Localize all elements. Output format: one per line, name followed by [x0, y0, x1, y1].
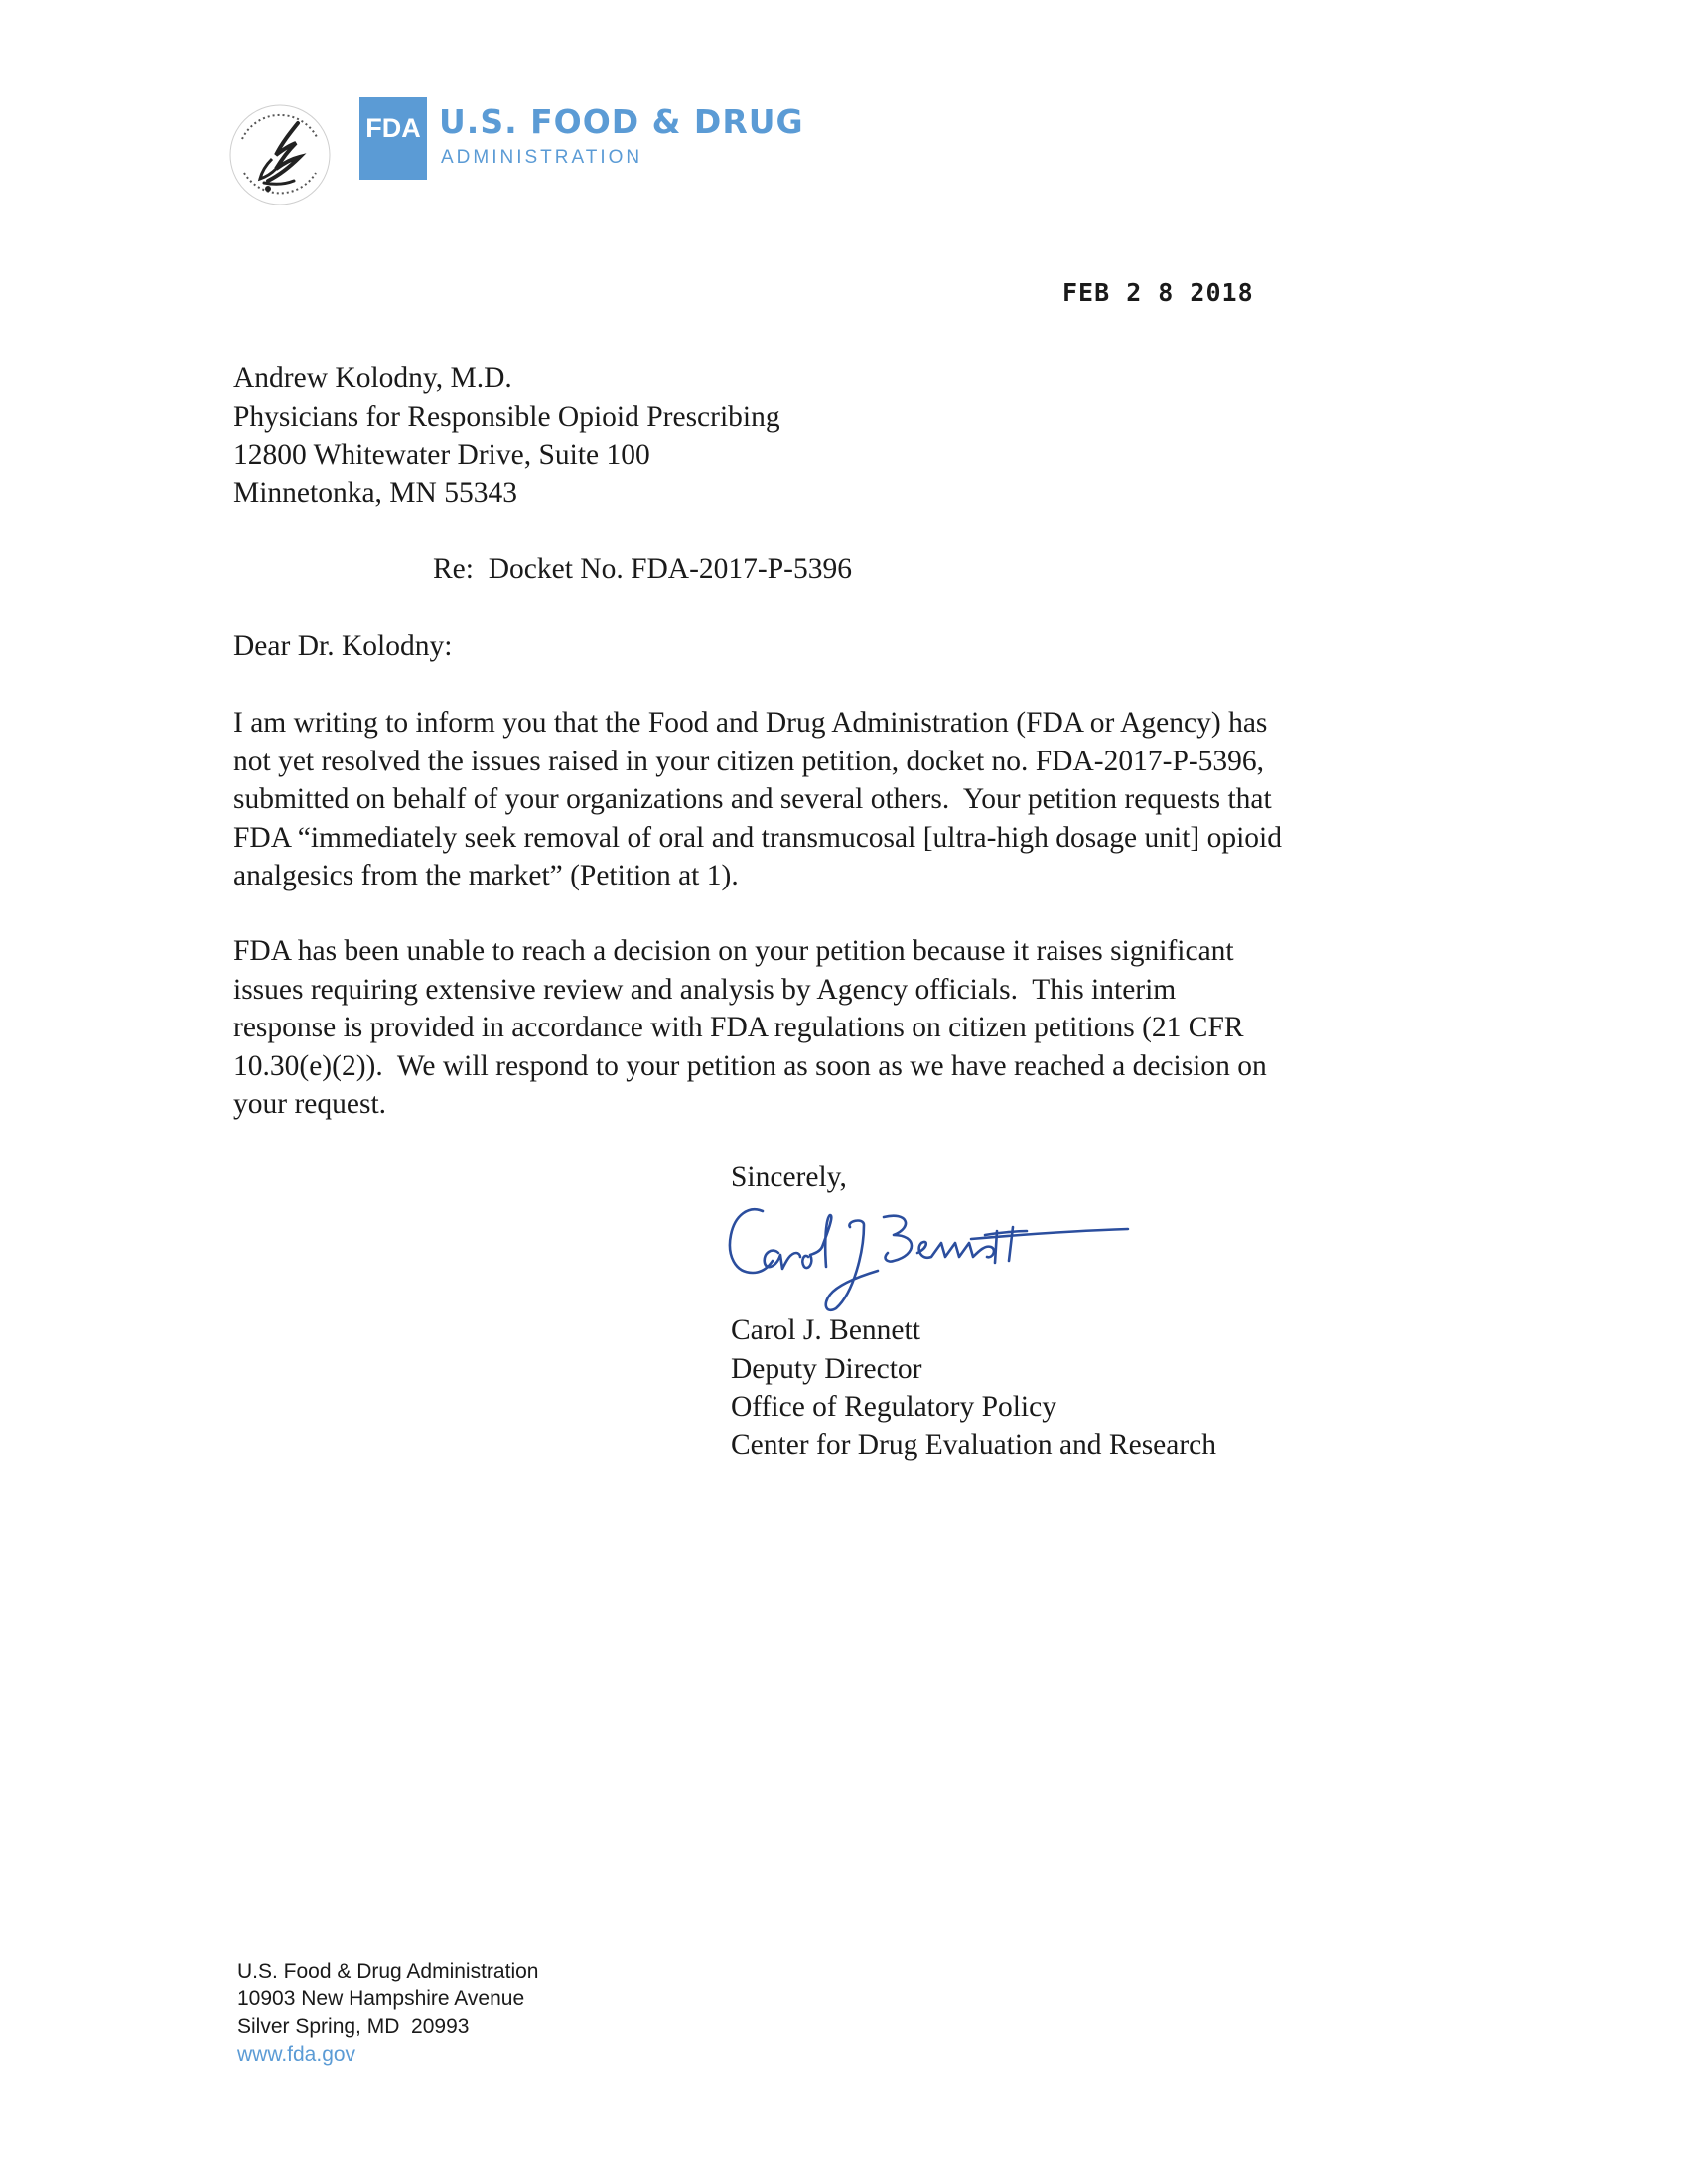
- signatory-center: Center for Drug Evaluation and Research: [731, 1429, 1217, 1461]
- agency-name: U.S. FOOD & DRUG: [439, 102, 804, 141]
- closing: Sincerely,: [731, 1161, 847, 1193]
- paragraph-line: analgesics from the market” (Petition at 1).: [233, 860, 739, 891]
- paragraph-line: issues requiring extensive review and analysis by Agency officials. This interim: [233, 973, 1177, 1006]
- signature-block: [731, 1311, 1216, 1464]
- recipient-street: 12800 Whitewater Drive, Suite 100: [233, 439, 650, 471]
- paragraph-line: I am writing to inform you that the Food and Drug Administration (FDA or Agency) has: [233, 707, 1268, 739]
- footer-address: [237, 1958, 538, 2069]
- body-paragraph-1: [233, 704, 1455, 895]
- signatory-name: Carol J. Bennett: [731, 1314, 920, 1346]
- paragraph-line: submitted on behalf of your organizations and several others. Your petition requests that: [233, 783, 1272, 815]
- date-stamp: FEB 2 8 2018: [1062, 278, 1254, 307]
- signatory-office: Office of Regulatory Policy: [731, 1391, 1056, 1423]
- signatory-title: Deputy Director: [731, 1352, 922, 1385]
- agency-subname: ADMINISTRATION: [441, 147, 643, 168]
- salutation: Dear Dr. Kolodny:: [233, 630, 453, 662]
- hhs-eagle-seal-icon: [224, 99, 336, 210]
- fda-logo-box: [359, 97, 427, 180]
- paragraph-line: response is provided in accordance with FDA regulations on citizen petitions (21 CFR: [233, 1012, 1244, 1043]
- fda-logo-text: FDA: [365, 113, 421, 143]
- recipient-address: [233, 359, 780, 512]
- re-line: Re: Docket No. FDA-2017-P-5396: [433, 553, 852, 585]
- handwritten-signature: [719, 1191, 1176, 1325]
- footer-street: 10903 New Hampshire Avenue: [237, 1987, 525, 2010]
- body-paragraph-2: [233, 932, 1455, 1124]
- footer-agency: U.S. Food & Drug Administration: [237, 1960, 539, 1982]
- footer-city: Silver Spring, MD 20993: [237, 2015, 470, 2038]
- recipient-organization: Physicians for Responsible Opioid Prescribing: [233, 400, 780, 433]
- paragraph-line: FDA has been unable to reach a decision on your petition because it raises significant: [233, 935, 1234, 967]
- paragraph-line: FDA “immediately seek removal of oral and transmucosal [ultra-high dosage unit] opioid: [233, 821, 1282, 854]
- recipient-city: Minnetonka, MN 55343: [233, 477, 517, 509]
- paragraph-line: your request.: [233, 1088, 387, 1120]
- paragraph-line: not yet resolved the issues raised in your citizen petition, docket no. FDA-2017-P-5396,: [233, 745, 1265, 777]
- footer-website-link[interactable]: www.fda.gov: [237, 2043, 356, 2066]
- recipient-name: Andrew Kolodny, M.D.: [233, 362, 512, 394]
- paragraph-line: 10.30(e)(2)). We will respond to your petition as soon as we have reached a decision on: [233, 1049, 1267, 1082]
